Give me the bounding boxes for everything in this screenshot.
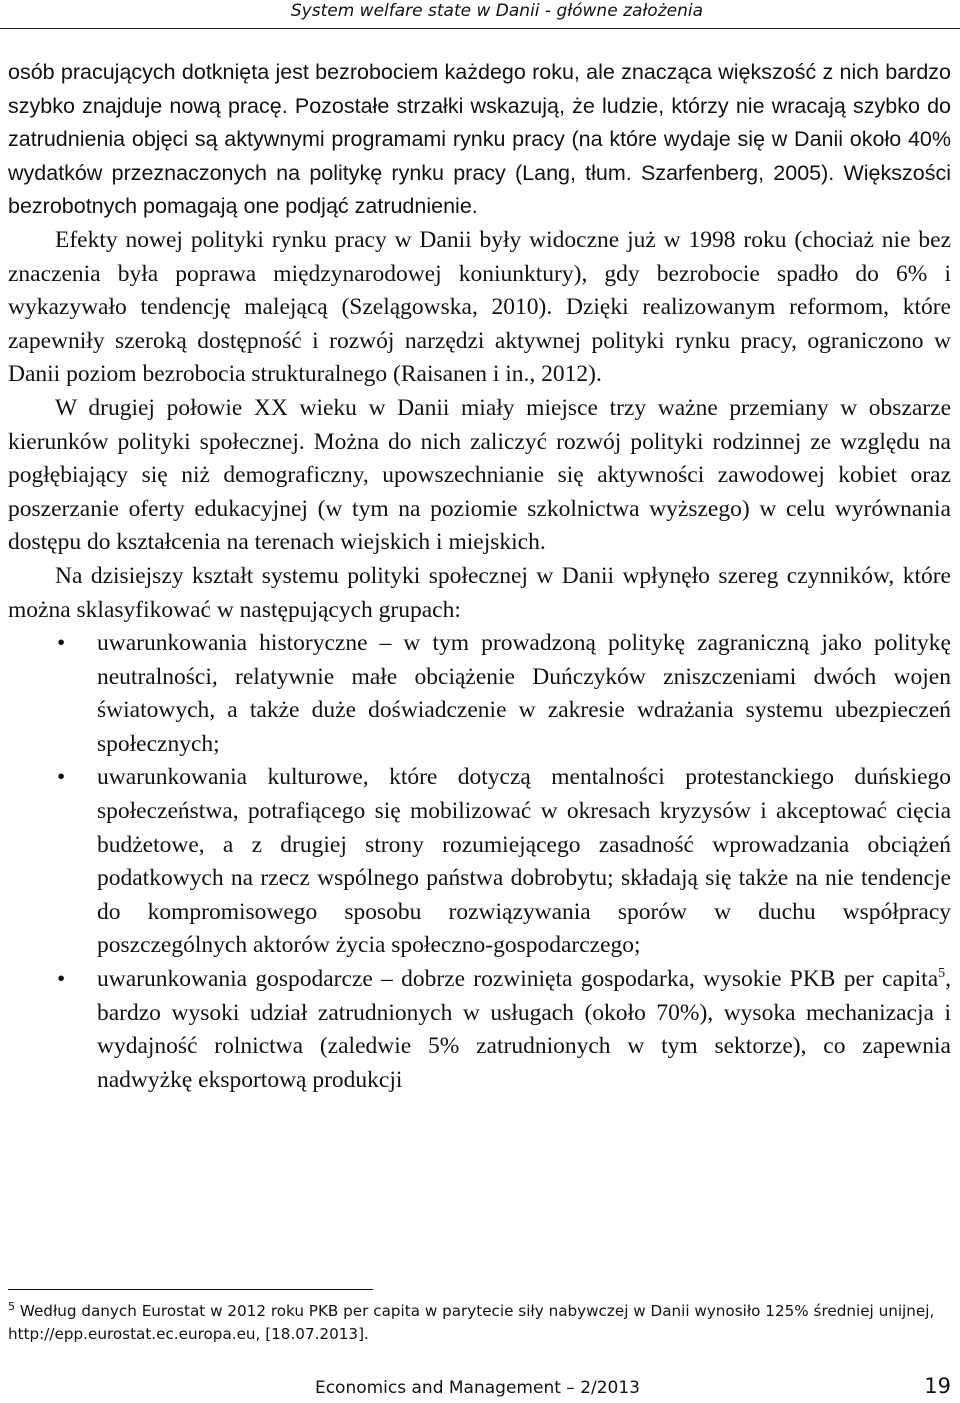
bullet-icon: • bbox=[57, 764, 66, 791]
list-item-text: uwarunkowania historyczne – w tym prowadzoną politykę zagraniczną jako politykę neutralności, relatywnie małe obciążenie Duńczyków zniszczeniami dwóch wojen światowych, a także duże doświadczenie w zakresie wdrażania systemu ubezpieczeń społecznych; bbox=[97, 630, 951, 757]
page-footer bbox=[0, 1372, 960, 1402]
paragraph-labour-policy-effects: Efekty nowej polityki rynku pracy w Danii były widoczne już w 1998 roku (chociaż nie bez znaczenia była poprawa międzynarodowej koniunktury), gdy bezrobocie spadło do 6% i wykazywało tendencję malejącą (Szelągowska, 2010). Dzięki realizowanym reformom, które zapewniły szeroką dostępność i rozwój narzędzi aktywnej polityki rynku pracy, ograniczono w Danii poziom bezrobocia strukturalnego (Raisanen i in., 2012). bbox=[8, 226, 951, 388]
footnote-reference[interactable]: 5 bbox=[938, 966, 946, 982]
paragraph-continuation bbox=[8, 56, 951, 224]
list-item-economic bbox=[8, 963, 951, 1097]
footnote-divider bbox=[8, 1289, 373, 1290]
paragraph-factors-intro: Na dzisiejszy kształt systemu polityki społecznej w Danii wpłynęło szereg czynników, które można sklasyfikować w następujących grupach: bbox=[8, 562, 951, 623]
footnote bbox=[8, 1300, 953, 1346]
list-item-text-continued: , bardzo wysoki udział zatrudnionych w usługach (około 70%), wysoka mechanizacja i wydajność rolnictwa (zaledwie 5% zatrudnionych w tym sektorze), co zapewnia nadwyżkę eksportową produkcji bbox=[97, 966, 951, 1093]
footnote-number: 5 bbox=[8, 1299, 15, 1313]
paragraph-text: osób pracujących dotknięta jest bezrobociem każdego roku, ale znacząca większość z nich bardzo szybko znajduje nową pracę. Pozostałe strzałki wskazują, że ludzie, którzy nie wracają szybko do zatrudnienia objęci są aktywnymi programami rynku pracy (na które wydaje się w Danii około 40% wydatków przeznaczonych na politykę rynku pracy (Lang, tłum. Szarfenberg, 2005). Większości bezrobotnych pomagają one podjąć zatrudnienie. bbox=[8, 60, 951, 219]
factor-list bbox=[8, 627, 951, 1097]
main-text bbox=[8, 56, 951, 1097]
list-item-text: uwarunkowania gospodarcze – dobrze rozwinięta gospodarka, wysokie PKB per capita bbox=[97, 966, 939, 993]
list-item-text: uwarunkowania kulturowe, które dotyczą mentalności protestanckiego duńskiego społeczeństwa, potrafiącego się mobilizować w okresach kryzysów i akceptować cięcia budżetowe, a z drugiej strony rozumiejącego zasadność wprowadzania obciążeń podatkowych na rzecz wspólnego państwa dobrobytu; składają się także na nie tendencje do kompromisowego sposobu rozwiązywania sporów w duchu współpracy poszczególnych aktorów życia społeczno-gospodarczego; bbox=[97, 764, 951, 959]
footnote-text: Według danych Eurostat w 2012 roku PKB per capita w parytecie siły nabywczej w Danii wynosiło 125% średniej unijnej, http://epp.eurostat.ec.europa.eu, [18.07.2013]. bbox=[8, 1302, 935, 1343]
bullet-icon: • bbox=[57, 630, 66, 657]
list-item-historical bbox=[8, 627, 951, 761]
page-number: 19 bbox=[924, 1374, 951, 1398]
journal-name: Economics and Management – 2/2013 bbox=[314, 1378, 640, 1398]
bullet-icon: • bbox=[57, 966, 66, 993]
paragraph-social-policy-changes: W drugiej połowie XX wieku w Danii miały miejsce trzy ważne przemiany w obszarze kierunków polityki społecznej. Można do nich zaliczyć rozwój polityki rodzinnej ze względu na pogłębiający się niż demograficzny, upowszechnianie się aktywności zawodowej kobiet oraz poszerzanie oferty edukacyjnej (w tym na poziomie szkolnictwa wyższego) w celu wyrównania dostępu do kształcenia na terenach wiejskich i miejskich. bbox=[8, 394, 951, 556]
running-title: System welfare state w Danii - główne założenia bbox=[290, 1, 703, 21]
running-header bbox=[0, 0, 960, 29]
list-item-cultural bbox=[8, 761, 951, 963]
